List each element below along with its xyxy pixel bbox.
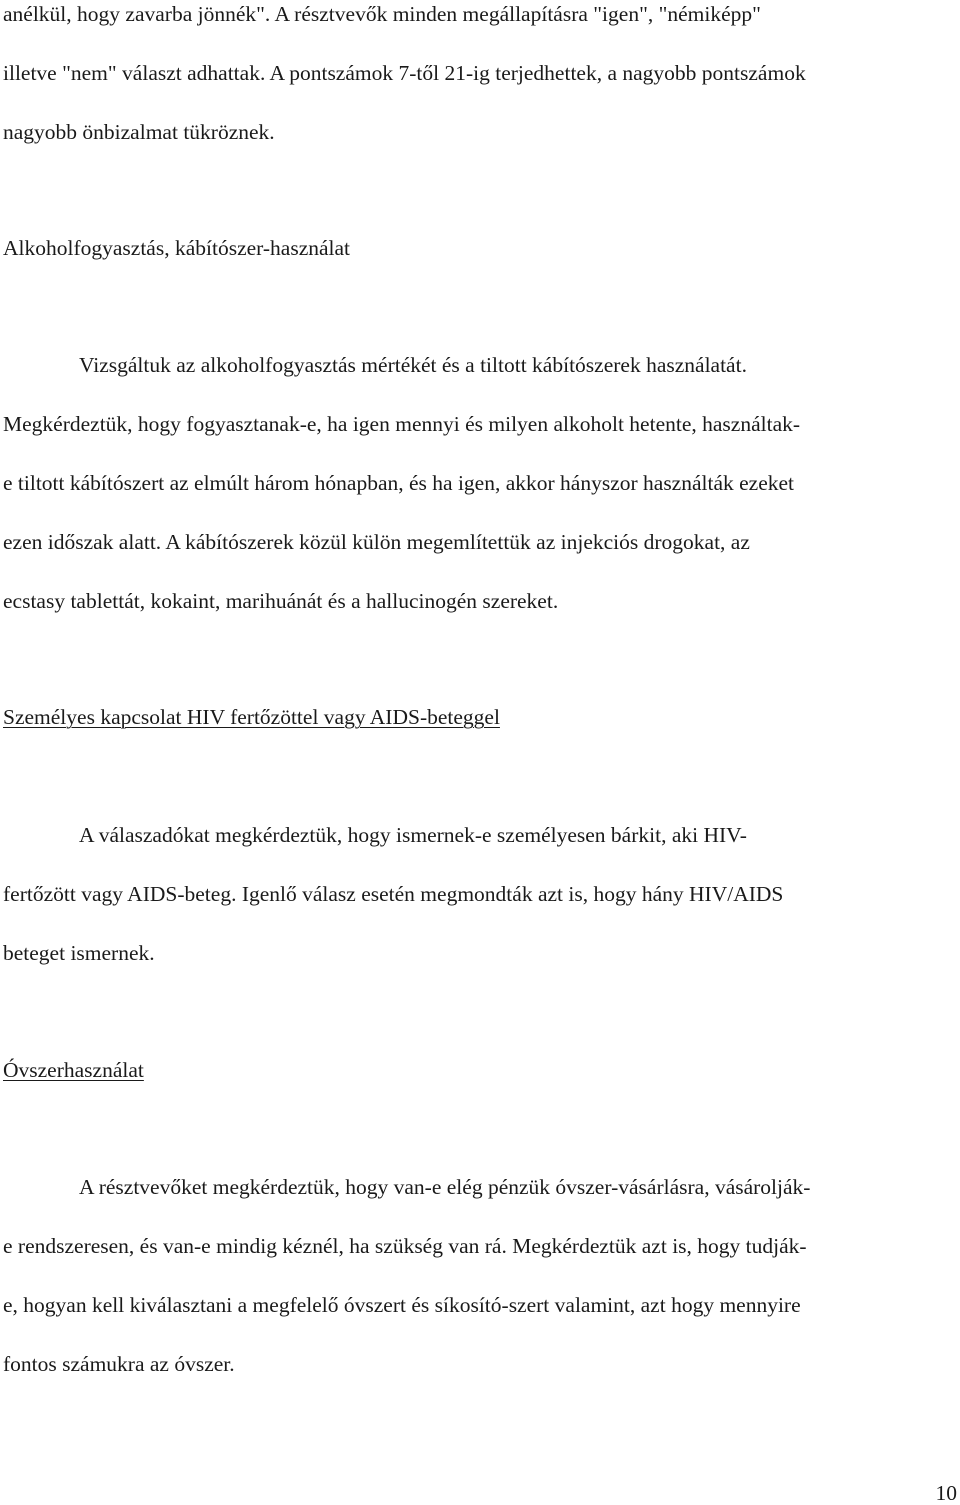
condom-use-line-2: e rendszeresen, és van-e mindig kéznél, ha szükség van rá. Megkérdeztük azt is, hogy tudják- [3,1234,807,1258]
alcohol-line-3: e tiltott kábítószert az elmúlt három hónapban, és ha igen, akkor hányszor használták ezeket [3,471,795,495]
intro-line-1: anélkül, hogy zavarba jönnék". A résztvevők minden megállapításra "igen", "némiképp" [3,2,761,26]
section-heading-alcohol: Alkoholfogyasztás, kábítószer-használat [3,236,351,260]
alcohol-line-5: ecstasy tablettát, kokaint, marihuánát és a hallucinogén szereket. [3,589,559,613]
alcohol-line-4: ezen időszak alatt. A kábítószerek közül külön megemlítettük az injekciós drogokat, az [3,530,750,554]
alcohol-line-2: Megkérdeztük, hogy fogyasztanak-e, ha igen mennyi és milyen alkoholt hetente, használtak- [3,412,801,436]
hiv-contact-line-3: beteget ismernek. [3,941,155,965]
condom-use-line-3: e, hogyan kell kiválasztani a megfelelő óvszert és síkosító-szert valamint, azt hogy mennyire [3,1293,801,1317]
intro-line-3: nagyobb önbizalmat tükröznek. [3,120,275,144]
section-heading-condom-use: Óvszerhasználat [3,1058,144,1082]
condom-use-line-1: A résztvevőket megkérdeztük, hogy van-e elég pénzük óvszer-vásárlásra, vásárolják- [79,1175,811,1199]
intro-line-2: illetve "nem" választ adhattak. A pontszámok 7-től 21-ig terjedhettek, a nagyobb pontszámok [3,61,806,85]
condom-use-line-4: fontos számukra az óvszer. [3,1352,235,1376]
section-heading-hiv-contact: Személyes kapcsolat HIV fertőzöttel vagy AIDS-beteggel [3,705,500,729]
alcohol-line-1: Vizsgáltuk az alkoholfogyasztás mértékét és a tiltott kábítószerek használatát. [79,353,747,377]
hiv-contact-line-2: fertőzött vagy AIDS-beteg. Igenlő válasz esetén megmondták azt is, hogy hány HIV/AIDS [3,882,784,906]
page-number: 10 [935,1481,957,1505]
hiv-contact-line-1: A válaszadókat megkérdeztük, hogy ismernek-e személyesen bárkit, aki HIV- [79,823,747,847]
